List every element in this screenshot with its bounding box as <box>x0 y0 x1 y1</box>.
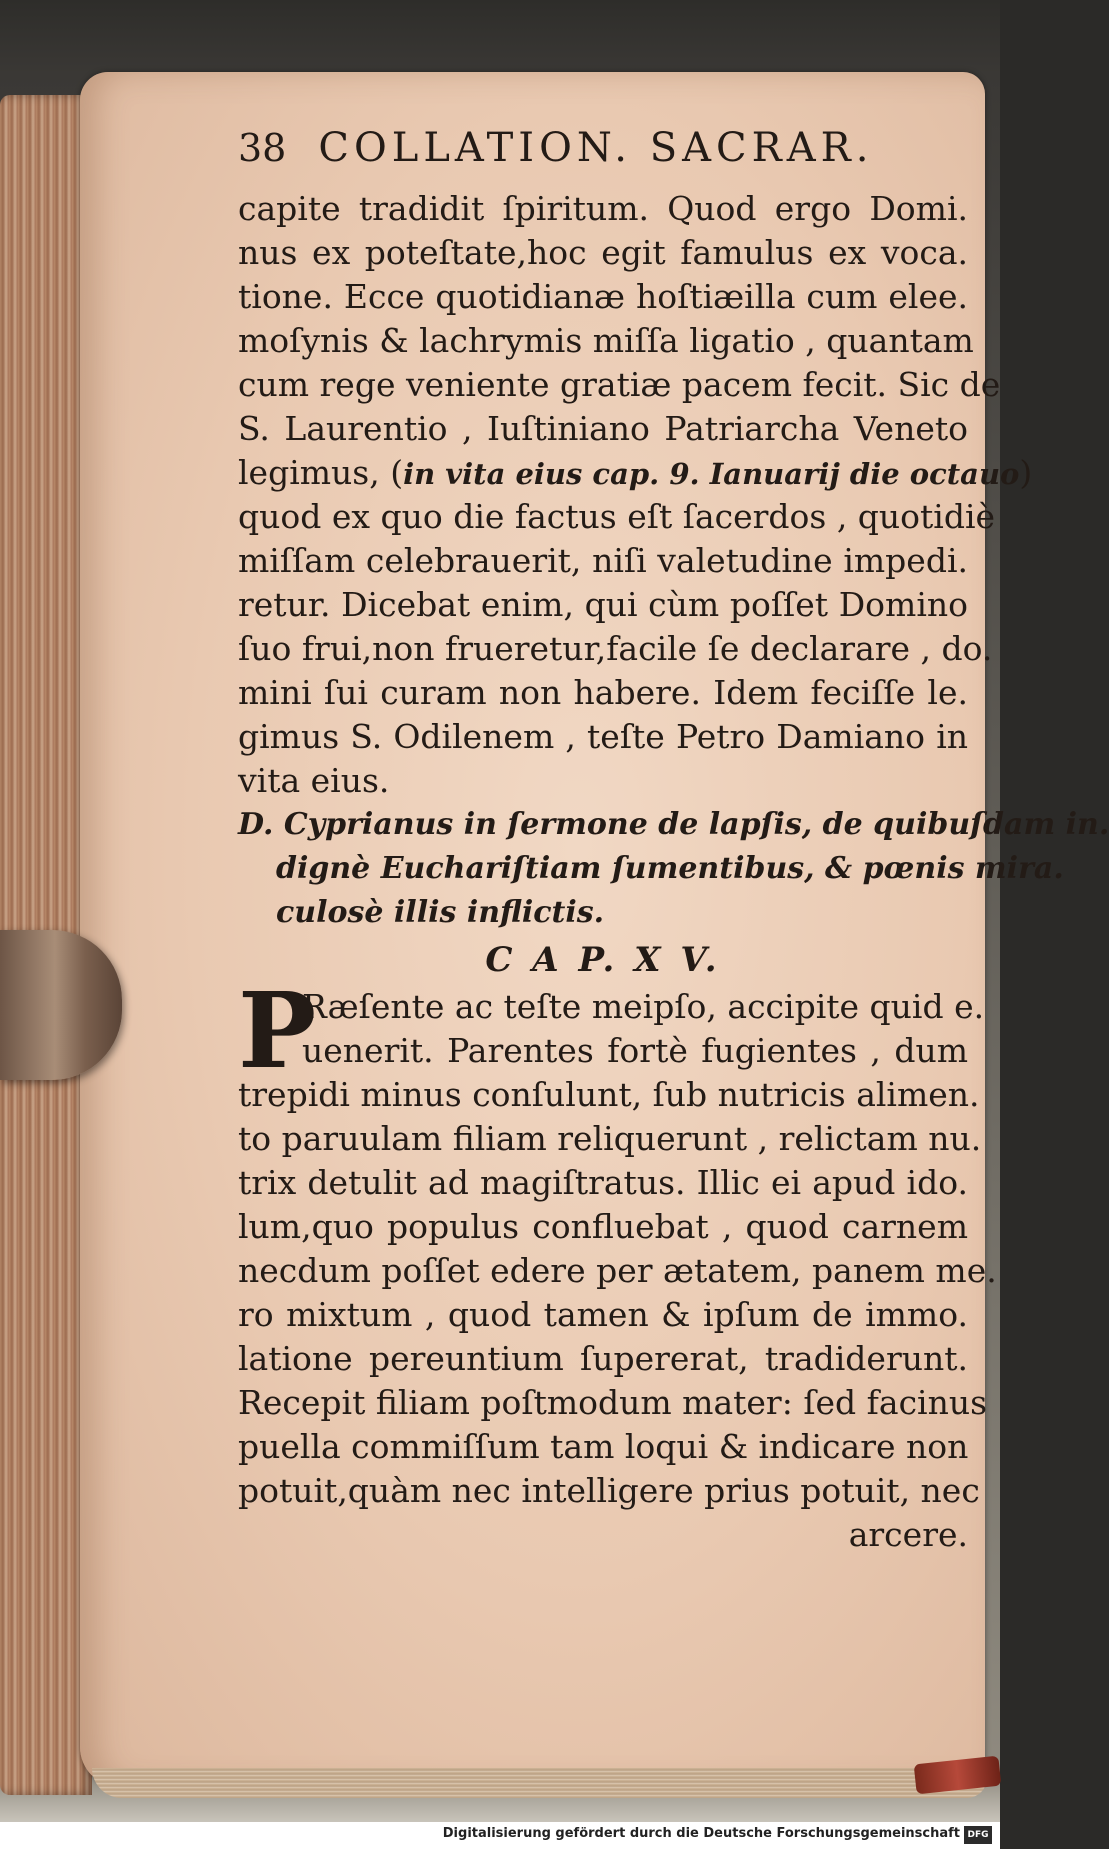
running-head: COLLATION. SACRAR. <box>318 125 874 171</box>
text-line: puella commiſſum tam loqui & indicare non <box>238 1427 969 1466</box>
text-line: moſynis & lachrymis miſſa ligatio , quantam <box>238 321 974 360</box>
text-line: vita eius. <box>238 761 390 800</box>
page-number: 38 <box>238 126 287 170</box>
drop-cap: P <box>238 969 317 1092</box>
citation-italic: in vita eius cap. 9. Ianuarij die octauo <box>403 457 1020 491</box>
text-line: Recepit filiam poſtmodum mater: ſed facinus <box>238 1383 988 1422</box>
text-line: mini ſui curam non habere. Idem feciſſe le. <box>238 673 968 712</box>
text-line: lum,quo populus confluebat , quod carnem <box>238 1207 968 1246</box>
digitization-footer <box>0 1822 1000 1849</box>
text-line: to paruulam filiam reliquerunt , relictam nu. <box>238 1119 982 1158</box>
text-line: tione. Ecce quotidianæ hoſtiæilla cum elee. <box>238 277 968 316</box>
page-bottom-edge <box>92 1768 987 1798</box>
chapter-opening <box>238 969 985 1092</box>
citation-close: ) <box>1019 453 1033 492</box>
page-text <box>238 125 1109 1557</box>
text-line: gimus S. Odilenem , teſte Petro Damiano in <box>238 717 968 756</box>
text-line: trepidi minus conſulunt, ſub nutricis alimen. <box>238 1075 980 1114</box>
text-line: cum rege veniente gratiæ pacem fecit. Sic de <box>238 365 1001 404</box>
text-line: uenerit. Parentes fortè fugientes , dum <box>302 1031 968 1070</box>
chapter-heading: C A P. X V. <box>485 940 721 980</box>
caption-line: culosè illis inflictis. <box>276 895 605 930</box>
text-line: Ræſente ac teſte meipſo, accipite quid e. <box>302 987 985 1026</box>
text-line: capite tradidit ſpiritum. Quod ergo Domi. <box>238 189 968 228</box>
funding-credit: Digitalisierung gefördert durch die Deutsche Forschungsgemeinschaft <box>442 1826 960 1841</box>
catchword: arcere. <box>848 1515 968 1554</box>
dfg-logo-icon: DFG <box>964 1826 992 1844</box>
text-line: trix detulit ad magiſtratus. Illic ei apud ido. <box>238 1163 968 1202</box>
text-line: quod ex quo die factus eſt ſacerdos , quotidiè <box>238 497 996 536</box>
caption-line: D. Cyprianus in ſermone de lapſis, de quibuſdam in. <box>238 807 1109 842</box>
text-line: nus ex poteſtate,hoc egit famulus ex voca. <box>238 233 968 272</box>
text-line: necdum poſſet edere per ætatem, panem me. <box>238 1251 997 1290</box>
text-line: S. Laurentio , Iuſtiniano Patriarcha Veneto <box>238 409 968 448</box>
text-line: retur. Dicebat enim, qui cùm poſſet Domino <box>238 585 968 624</box>
text-line-citation <box>238 451 1033 495</box>
text-line: ſuo frui,non frueretur,facile ſe declarare , do. <box>238 629 993 668</box>
caption-line: dignè Euchariſtiam ſumentibus, & pœnis mira. <box>276 851 1064 886</box>
text-line: miſſam celebrauerit, niſi valetudine impedi. <box>238 541 968 580</box>
citation-open: legimus, ( <box>238 453 404 492</box>
text-line: latione pereuntium ſupererat, tradiderunt. <box>238 1339 968 1378</box>
page-header <box>238 125 968 187</box>
text-line: ro mixtum , quod tamen & ipſum de immo. <box>238 1295 968 1334</box>
text-line: potuit,quàm nec intelligere prius potuit, nec <box>238 1471 980 1510</box>
